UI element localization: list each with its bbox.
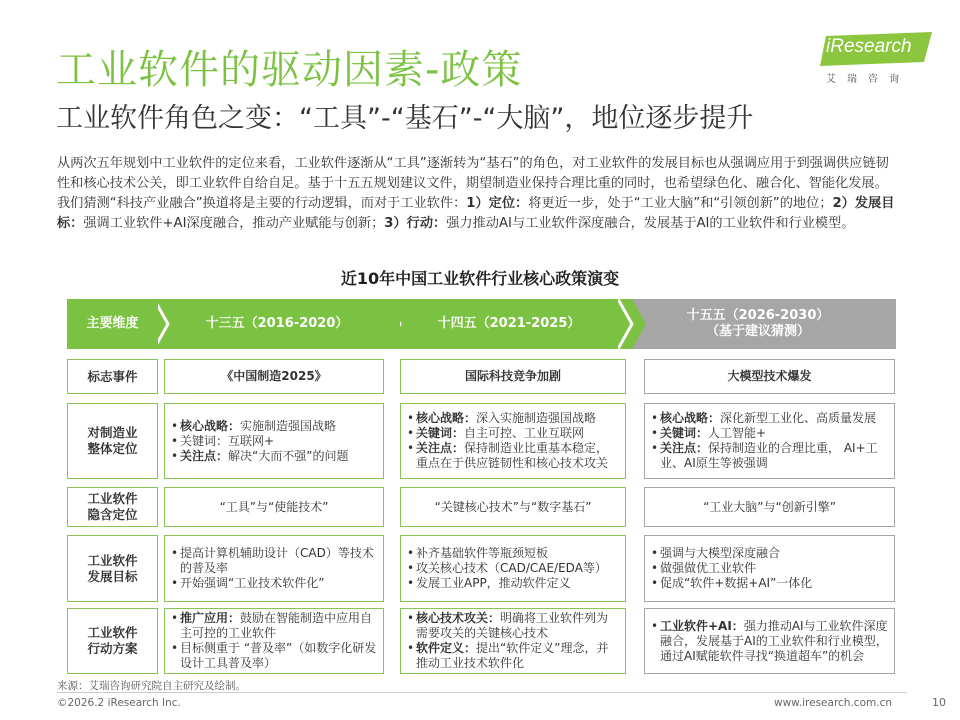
header-col-14th-plan: 十四五（2021-2025） <box>386 299 632 349</box>
cell-event-14th: 国际科技竞争加剧 <box>400 359 626 394</box>
list-item: • 核心战略：实施制造强国战略 <box>171 419 377 434</box>
list-item: • 提高计算机辅助设计（CAD）等技术的普及率 <box>171 546 377 576</box>
list-item: • 核心战略：深入实施制造强国战略 <box>407 411 619 426</box>
list-item: • 补齐基础软件等瓶颈短板 <box>407 546 619 561</box>
list-item: • 目标侧重于 “普及率”（如数字化研发设计工具普及率） <box>171 641 377 671</box>
list-item: • 促成“软件+数据+AI”一体化 <box>651 576 888 591</box>
cell-implicit-13th: “工具”与“使能技术” <box>164 487 384 527</box>
cell-position-15th <box>644 403 895 479</box>
row-label-position: 对制造业 整体定位 <box>67 403 158 479</box>
logo-subtext: 艾瑞咨询 <box>826 74 910 85</box>
list-item: • 强调与大模型深度融合 <box>651 546 888 561</box>
cell-implicit-15th: “工业大脑”与“创新引擎” <box>644 487 895 527</box>
list-item: • 攻关核心技术（CAD/CAE/EDA等） <box>407 561 619 576</box>
list-item: • 关键词：互联网+ <box>171 434 377 449</box>
list-item: • 关注点：保持制造业比重基本稳定，重点在于供应链韧性和核心技术攻关 <box>407 441 619 471</box>
header-col-13th-plan: 十三五（2016-2020） <box>154 299 400 349</box>
page-subtitle: 工业软件角色之变：“工具”-“基石”-“大脑”，地位逐步提升 <box>56 103 754 134</box>
list-item: • 发展工业APP，推动软件定义 <box>407 576 619 591</box>
page-number: 10 <box>932 696 946 709</box>
table-title: 近10年中国工业软件行业核心政策演变 <box>340 269 620 288</box>
row-label-action: 工业软件 行动方案 <box>67 608 158 674</box>
cell-event-15th: 大模型技术爆发 <box>644 359 895 394</box>
list-item: • 开始强调“工业技术软件化” <box>171 576 377 591</box>
cell-event-13th: 《中国制造2025》 <box>164 359 384 394</box>
list-item: • 软件定义：提出“软件定义”理念，并推动工业技术软件化 <box>407 641 619 671</box>
intro-paragraph: 从两次五年规划中工业软件的定位来看，工业软件逐渐从“工具”逐渐转为“基石”的角色，对工业软件的发展目标也从强调应用于到强调供应链韧性和核心技术公关，即工业软件自给自足。基于十五五规划建议文件，期望制造业保持合理比重的同时，也希望绿色化、融合化、智能化发展。我们猜测“科技产业融合”换道将是主要的行动逻辑，而对于工业软件：1）定位：将更近一步，处于“工业大脑”和“引领创新”的地位；2）发展目标：强调工业软件+AI深度融合，推动产业赋能与创新；3）行动：强力推动AI与工业软件深度融合，发展基于AI的工业软件和行业模型。 <box>57 156 895 231</box>
website-link[interactable]: www.iresearch.com.cn <box>773 697 892 709</box>
cell-action-15th <box>644 608 895 674</box>
cell-position-14th <box>400 403 626 479</box>
list-item: • 推广应用：鼓励在智能制造中应用自主可控的工业软件 <box>171 611 377 641</box>
source-note: 来源：艾瑞咨询研究院自主研究及绘制。 <box>57 680 246 692</box>
cell-action-14th <box>400 608 626 674</box>
list-item: • 做强做优工业软件 <box>651 561 888 576</box>
cell-goal-13th <box>164 535 384 602</box>
row-label-event: 标志事件 <box>67 359 158 394</box>
header-dimension: 主要维度 <box>67 299 158 349</box>
list-item: • 工业软件+AI：强力推动AI与工业软件深度融合，发展基于AI的工业软件和行业模型，通过AI赋能软件寻找“换道超车”的机会 <box>651 619 888 664</box>
header-col-15th-plan: 十五五（2026-2030） （基于建议猜测） <box>620 299 896 349</box>
copyright: ©2026.2 iResearch Inc. <box>57 697 181 709</box>
header-arrow-1 <box>400 299 414 349</box>
list-item: • 核心战略：深化新型工业化、高质量发展 <box>651 411 888 426</box>
cell-position-13th <box>164 403 384 479</box>
list-item: • 关注点：保持制造业的合理比重， AI+工业、AI原生等被强调 <box>651 441 888 471</box>
cell-goal-14th <box>400 535 626 602</box>
logo-text: iResearch <box>826 36 912 57</box>
cell-implicit-14th: “关键核心技术”与“数字基石” <box>400 487 626 527</box>
header-divider-chevron-2 <box>618 299 636 349</box>
row-label-implicit: 工业软件 隐含定位 <box>67 487 158 527</box>
list-item: • 关注点：解决“大而不强”的问题 <box>171 449 377 464</box>
cell-action-13th <box>164 608 384 674</box>
page-title: 工业软件的驱动因素-政策 <box>56 47 523 93</box>
list-item: • 关键词：人工智能+ <box>651 426 888 441</box>
cell-goal-15th <box>644 535 895 602</box>
footer-divider <box>57 692 907 693</box>
iresearch-logo <box>820 28 938 88</box>
list-item: • 核心技术攻关：明确将工业软件列为需要攻关的关键核心技术 <box>407 611 619 641</box>
list-item: • 关键词：自主可控、工业互联网 <box>407 426 619 441</box>
row-label-goal: 工业软件 发展目标 <box>67 535 158 602</box>
